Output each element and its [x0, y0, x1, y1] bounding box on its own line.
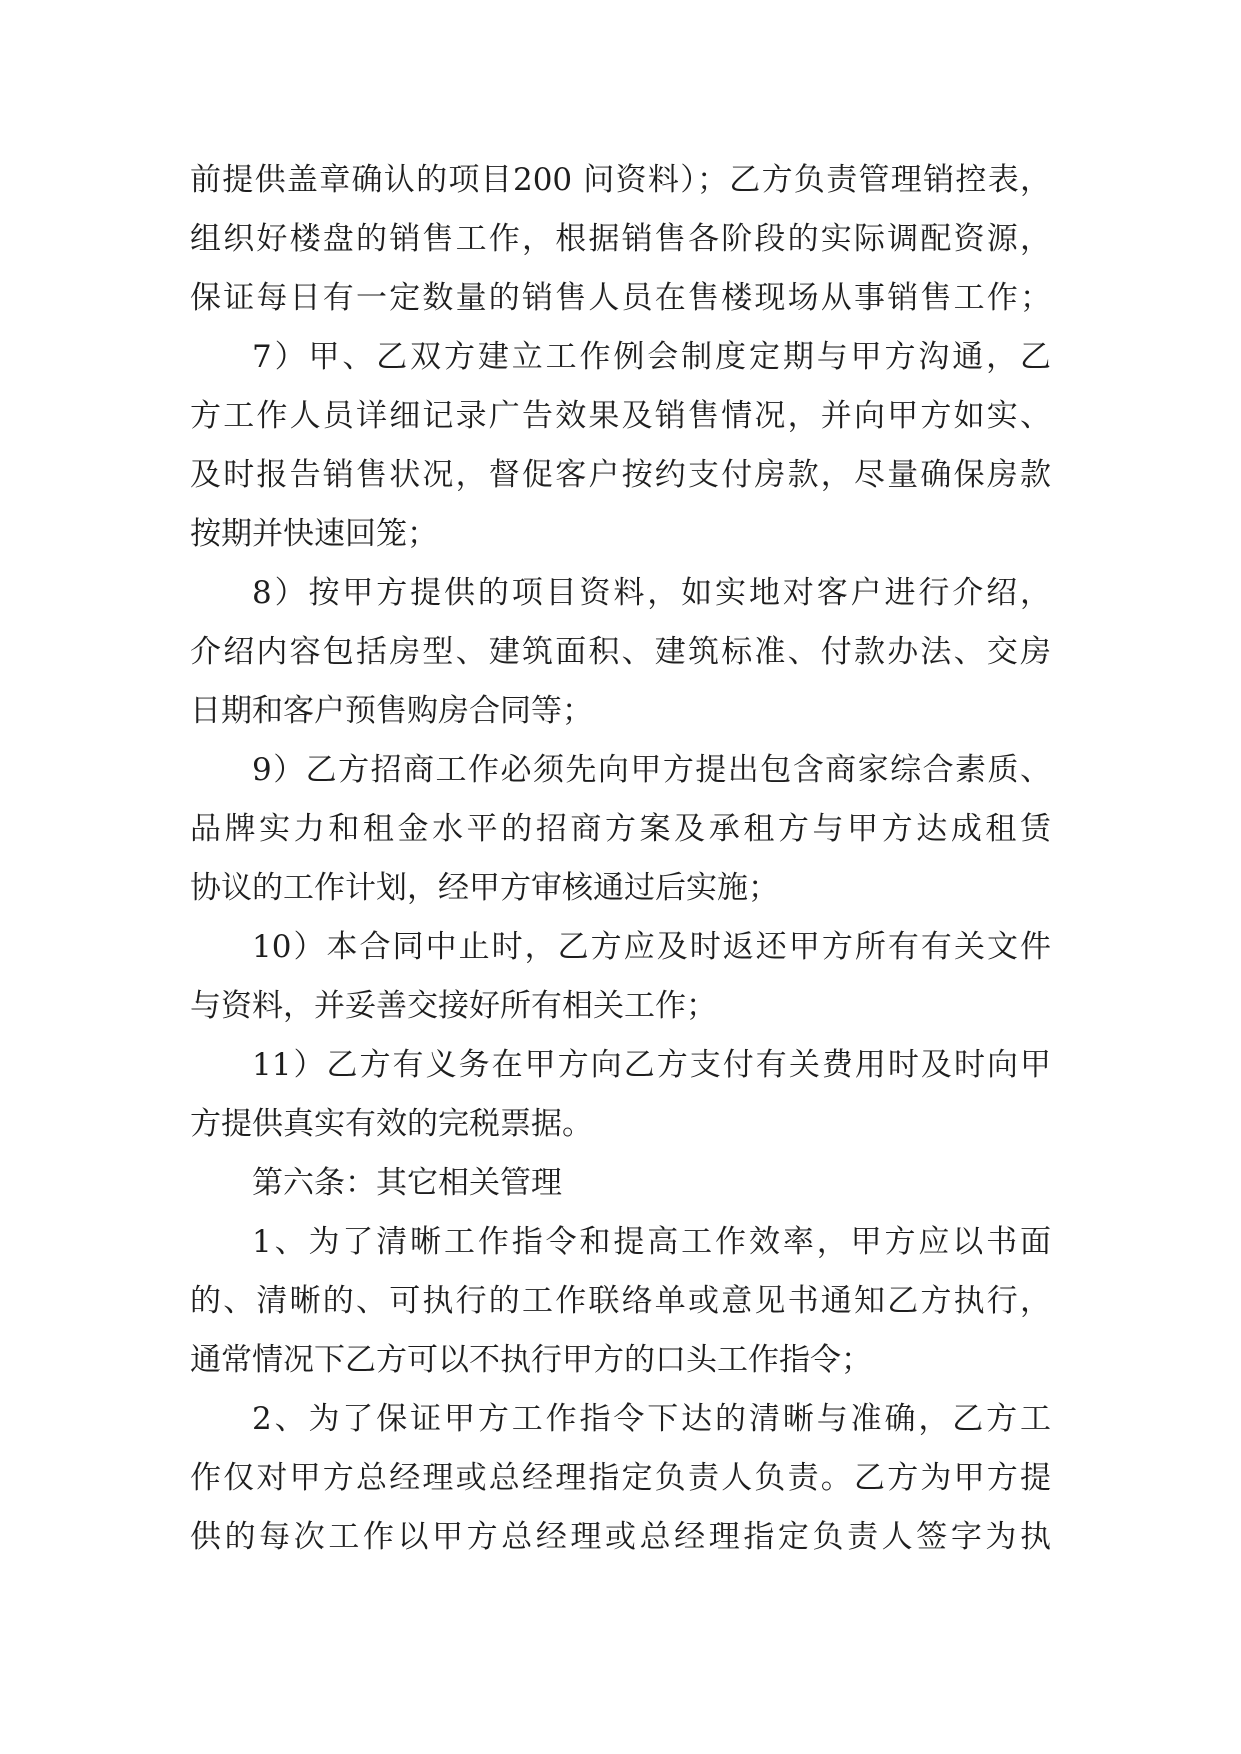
text-line: 11）乙方有义务在甲方向乙方支付有关费用时及时向甲	[252, 1047, 1051, 1083]
text-line: 及时报告销售状况，督促客户按约支付房款，尽量确保房款	[190, 457, 1051, 493]
text-line: 组织好楼盘的销售工作，根据销售各阶段的实际调配资源，	[190, 221, 1051, 257]
contract-text-body	[190, 151, 1051, 1567]
text-line: 7）甲、乙双方建立工作例会制度定期与甲方沟通，乙	[252, 339, 1051, 375]
text-line: 8）按甲方提供的项目资料，如实地对客户进行介绍，	[252, 575, 1051, 611]
text-line: 介绍内容包括房型、建筑面积、建筑标准、付款办法、交房	[190, 634, 1051, 670]
text-line: 协议的工作计划，经甲方审核通过后实施；	[190, 870, 779, 906]
text-line: 品牌实力和租金水平的招商方案及承租方与甲方达成租赁	[190, 811, 1051, 847]
text-line: 与资料，并妥善交接好所有相关工作；	[190, 988, 717, 1024]
text-line: 日期和客户预售购房合同等；	[190, 693, 593, 729]
text-line: 按期并快速回笼；	[190, 516, 438, 552]
text-line: 方提供真实有效的完税票据。	[190, 1106, 593, 1142]
text-line: 保证每日有一定数量的销售人员在售楼现场从事销售工作；	[190, 280, 1051, 316]
text-line: 2、为了保证甲方工作指令下达的清晰与准确，乙方工	[252, 1401, 1051, 1437]
text-line: 通常情况下乙方可以不执行甲方的口头工作指令；	[190, 1342, 872, 1378]
section-heading: 第六条：其它相关管理	[252, 1165, 562, 1201]
text-line: 作仅对甲方总经理或总经理指定负责人负责。乙方为甲方提	[190, 1460, 1051, 1496]
text-line: 10）本合同中止时，乙方应及时返还甲方所有有关文件	[252, 929, 1051, 965]
text-line: 9）乙方招商工作必须先向甲方提出包含商家综合素质、	[252, 752, 1051, 788]
text-line: 1、为了清晰工作指令和提高工作效率，甲方应以书面	[252, 1224, 1051, 1260]
text-line: 的、清晰的、可执行的工作联络单或意见书通知乙方执行，	[190, 1283, 1051, 1319]
text-line: 方工作人员详细记录广告效果及销售情况，并向甲方如实、	[190, 398, 1051, 434]
text-line: 供的每次工作以甲方总经理或总经理指定负责人签字为执	[190, 1519, 1051, 1555]
text-line: 前提供盖章确认的项目200 问资料）；乙方负责管理销控表，	[190, 162, 1051, 198]
